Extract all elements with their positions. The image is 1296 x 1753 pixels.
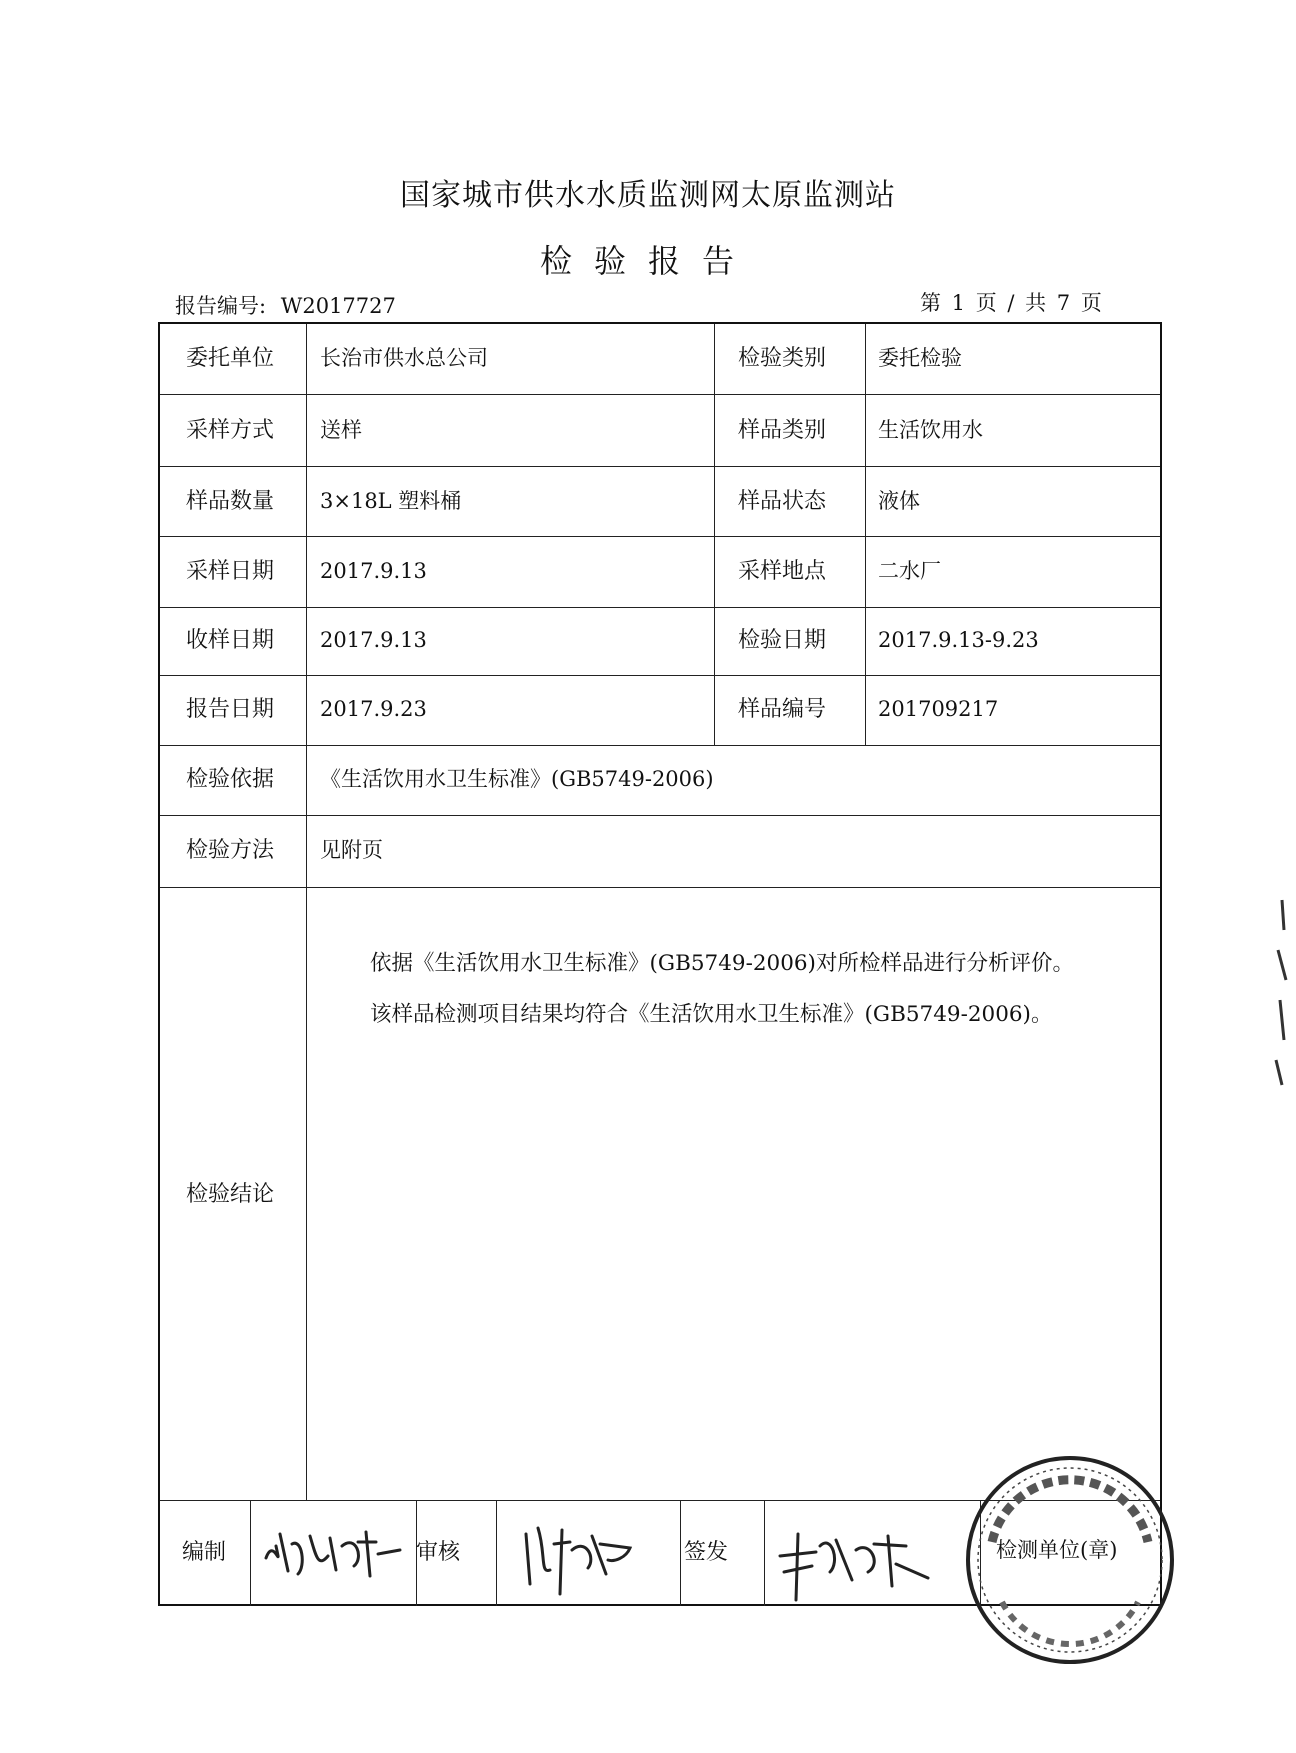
label-client: 委托单位 xyxy=(186,346,275,371)
label-test-category: 检验类别 xyxy=(738,346,827,371)
value-receipt-date: 2017.9.13 xyxy=(320,628,427,652)
value-test-date: 2017.9.13-9.23 xyxy=(878,628,1039,652)
column-divider xyxy=(865,324,866,745)
label-sampling-method: 采样方式 xyxy=(186,418,275,443)
report-table xyxy=(158,322,1162,1606)
value-test-method: 见附页 xyxy=(320,838,383,862)
row-divider xyxy=(160,536,1160,537)
signature-image xyxy=(258,1516,408,1586)
label-sample-state: 样品状态 xyxy=(738,489,827,514)
value-client: 长治市供水总公司 xyxy=(320,346,488,370)
label-sampling-location: 采样地点 xyxy=(738,559,827,584)
value-sample-category: 生活饮用水 xyxy=(878,418,983,442)
value-sample-number: 201709217 xyxy=(878,697,999,721)
conclusion-line-1: 依据《生活饮用水卫生标准》(GB5749-2006)对所检样品进行分析评价。 xyxy=(370,951,1074,976)
row-divider xyxy=(160,466,1160,467)
label-sample-quantity: 样品数量 xyxy=(186,489,275,514)
report-number-value: W2017727 xyxy=(280,294,396,318)
prepared-signature xyxy=(258,1516,408,1586)
edge-seal-mark xyxy=(1270,890,1290,1090)
label-receipt-date: 收样日期 xyxy=(186,628,275,653)
seal-image xyxy=(962,1452,1178,1668)
value-test-category: 委托检验 xyxy=(878,346,962,370)
label-reviewed-by: 审核 xyxy=(416,1540,461,1565)
label-prepared-by: 编制 xyxy=(182,1540,227,1565)
column-divider xyxy=(714,324,715,745)
column-divider xyxy=(680,1500,681,1606)
value-sample-quantity: 3×18L 塑料桶 xyxy=(320,489,462,513)
report-number-label: 报告编号: xyxy=(175,294,267,318)
column-divider xyxy=(764,1500,765,1606)
value-report-date: 2017.9.23 xyxy=(320,697,427,721)
value-test-basis: 《生活饮用水卫生标准》(GB5749-2006) xyxy=(320,767,714,791)
row-divider xyxy=(160,675,1160,676)
row-divider xyxy=(160,607,1160,608)
label-report-date: 报告日期 xyxy=(186,697,275,722)
reviewed-signature xyxy=(510,1514,650,1604)
row-divider xyxy=(160,745,1160,746)
label-conclusion: 检验结论 xyxy=(186,1182,275,1207)
label-testing-unit-seal: 检测单位(章) xyxy=(996,1538,1118,1562)
column-divider xyxy=(306,324,307,1500)
signature-image xyxy=(510,1514,650,1604)
value-sampling-method: 送样 xyxy=(320,418,362,442)
value-sample-state: 液体 xyxy=(878,489,920,513)
label-sample-category: 样品类别 xyxy=(738,418,827,443)
label-sampling-date: 采样日期 xyxy=(186,559,275,584)
page-info: 第 1 页 / 共 7 页 xyxy=(920,291,1104,315)
report-title: 国家城市供水水质监测网太原监测站 xyxy=(400,178,896,213)
column-divider xyxy=(250,1500,251,1606)
value-sampling-location: 二水厂 xyxy=(878,559,941,583)
column-divider xyxy=(496,1500,497,1606)
value-sampling-date: 2017.9.13 xyxy=(320,559,427,583)
conclusion-line-2: 该样品检测项目结果均符合《生活饮用水卫生标准》(GB5749-2006)。 xyxy=(370,1002,1053,1027)
approved-signature xyxy=(770,1516,940,1604)
row-divider xyxy=(160,887,1160,888)
report-number xyxy=(175,290,396,320)
signature-image xyxy=(770,1516,940,1604)
label-approved-by: 签发 xyxy=(684,1540,729,1565)
label-test-method: 检验方法 xyxy=(186,838,275,863)
row-divider xyxy=(160,394,1160,395)
edge-mark-image xyxy=(1270,890,1290,1090)
label-sample-number: 样品编号 xyxy=(738,697,827,722)
official-seal xyxy=(962,1452,1178,1668)
row-divider xyxy=(160,815,1160,816)
report-subtitle: 检验报告 xyxy=(539,242,756,280)
label-test-basis: 检验依据 xyxy=(186,767,275,792)
label-test-date: 检验日期 xyxy=(738,628,827,653)
